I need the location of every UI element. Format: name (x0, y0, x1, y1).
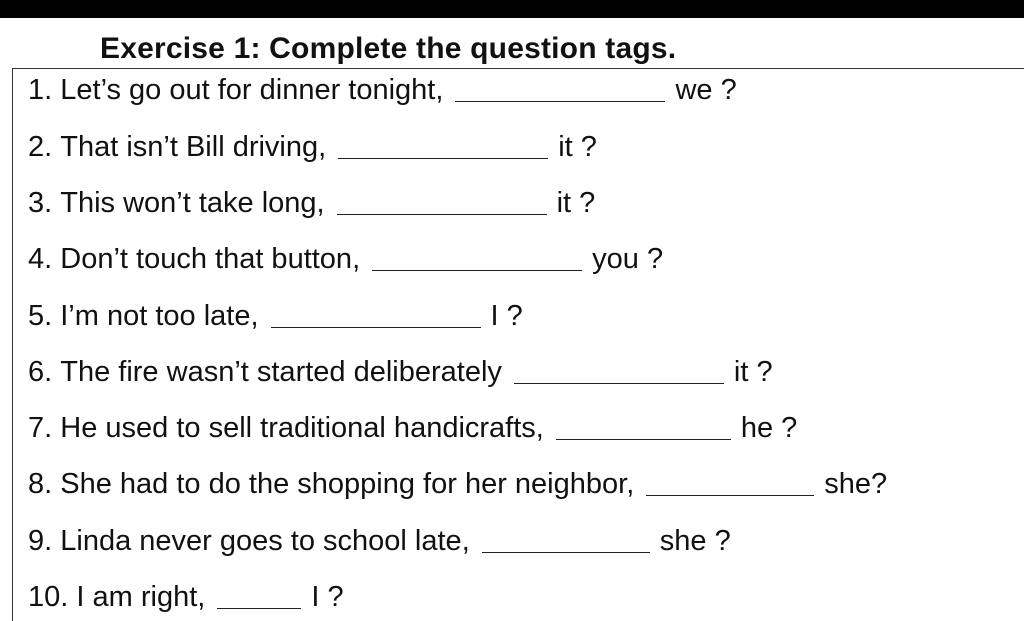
item-sentence: That isn’t Bill driving, (60, 131, 327, 163)
exercise-item-9 (28, 521, 731, 561)
item-number: 1. (28, 74, 53, 106)
item-tag: she ? (659, 525, 731, 557)
exercise-item-3 (28, 183, 595, 223)
item-tag: he ? (740, 412, 798, 444)
answer-blank[interactable] (271, 301, 481, 328)
answer-blank[interactable] (337, 188, 547, 215)
item-number: 10. (28, 581, 69, 613)
exercise-item-4 (28, 239, 663, 279)
item-tag: it ? (556, 187, 596, 219)
item-sentence: Don’t touch that button, (60, 243, 361, 275)
answer-blank[interactable] (556, 413, 731, 440)
top-bar (0, 0, 1024, 18)
item-sentence: The fire wasn’t started deliberately (60, 356, 502, 388)
answer-blank[interactable] (482, 526, 650, 553)
exercise-item-8 (28, 464, 887, 504)
item-number: 4. (28, 243, 53, 275)
answer-blank[interactable] (372, 244, 582, 271)
item-tag: you ? (592, 243, 664, 275)
answer-blank[interactable] (217, 582, 301, 609)
item-tag: it ? (558, 131, 597, 163)
exercise-item-6 (28, 352, 773, 392)
item-sentence: I am right, (76, 581, 206, 613)
item-tag: I ? (311, 581, 344, 613)
exercise-item-2 (28, 127, 597, 167)
item-tag: it ? (733, 356, 773, 388)
item-tag: she? (824, 468, 888, 500)
item-tag: we ? (675, 74, 737, 106)
item-number: 2. (28, 131, 53, 163)
item-sentence: Let’s go out for dinner tonight, (60, 74, 444, 106)
exercise-item-10 (28, 577, 344, 617)
answer-blank[interactable] (514, 357, 724, 384)
item-number: 6. (28, 356, 53, 388)
item-number: 9. (28, 525, 53, 557)
answer-blank[interactable] (646, 469, 814, 496)
exercise-item-5 (28, 296, 523, 336)
answer-blank[interactable] (455, 75, 665, 102)
exercise-item-1 (28, 70, 737, 110)
item-sentence: I’m not too late, (60, 300, 259, 332)
item-number: 8. (28, 468, 53, 500)
item-sentence: This won’t take long, (60, 187, 325, 219)
answer-blank[interactable] (338, 132, 548, 159)
item-sentence: Linda never goes to school late, (60, 525, 470, 557)
item-sentence: He used to sell traditional handicrafts, (60, 412, 544, 444)
item-number: 3. (28, 187, 53, 219)
exercise-title: Exercise 1: Complete the question tags. (100, 32, 677, 65)
item-number: 7. (28, 412, 53, 444)
exercise-item-7 (28, 408, 797, 448)
item-sentence: She had to do the shopping for her neighbor, (60, 468, 635, 500)
item-number: 5. (28, 300, 53, 332)
item-tag: I ? (490, 300, 523, 332)
